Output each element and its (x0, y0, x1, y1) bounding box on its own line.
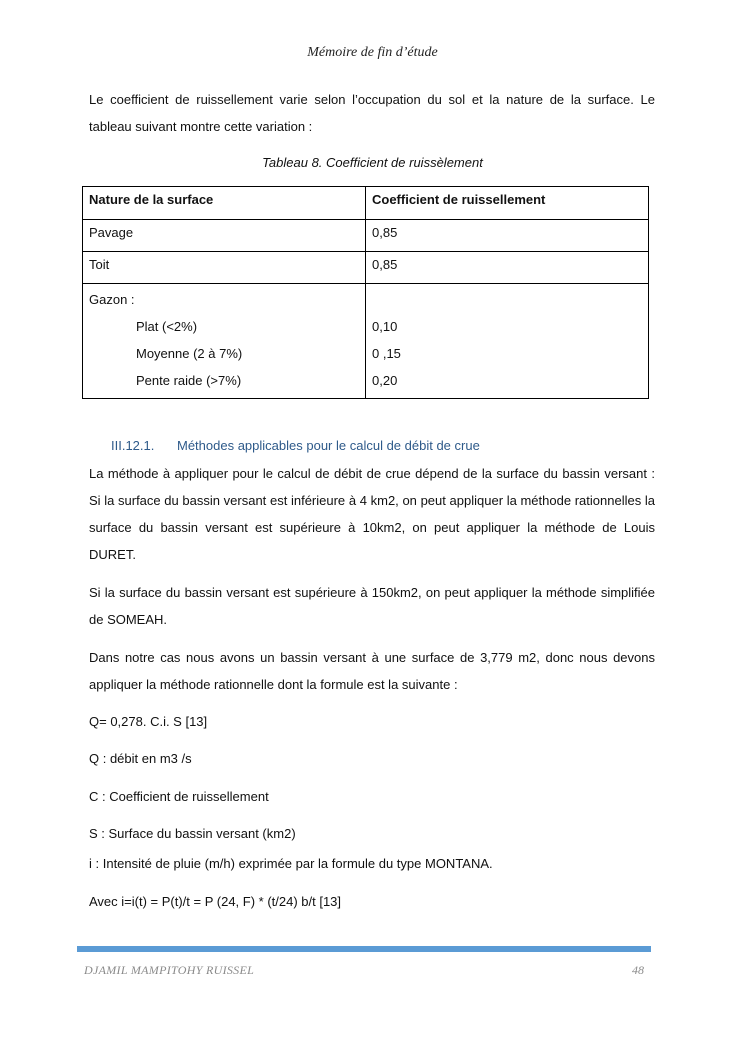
section-number: III.12.1. (111, 438, 155, 453)
paragraph-method: La méthode à appliquer pour le calcul de débit de crue dépend de la surface du bassin versant : Si la surface du bassin versant est inférieure à 4 km2, on peut appliquer la méthode rationnelles la surface du bassin versant est supérieure à 10km2, on peut appliquer la méthode de Louis DURET. (89, 466, 655, 562)
cell-coefficient-gazon (366, 284, 649, 399)
cell-nature-gazon (83, 284, 366, 399)
footer-page-number: 48 (632, 963, 644, 977)
section-heading (111, 438, 480, 453)
table-header-row (83, 187, 649, 220)
runoff-coefficient-table (82, 186, 649, 399)
table-row (83, 252, 649, 284)
paragraph-someah: Si la surface du bassin versant est supérieure à 150km2, on peut appliquer la méthode simplifiée de SOMEAH. (89, 585, 655, 627)
definition-q: Q : débit en m3 /s (89, 751, 192, 766)
gazon-item-coefficient: 0 ,15 (372, 346, 401, 361)
cell-coefficient: 0,85 (366, 252, 649, 284)
header-nature: Nature de la surface (83, 187, 366, 220)
formula-montana: Avec i=i(t) = P(t)/t = P (24, F) * (t/24) b/t [13] (89, 894, 342, 909)
footer-author: DJAMIL MAMPITOHY RUISSEL (84, 963, 255, 977)
intro-paragraph: Le coefficient de ruissellement varie selon l’occupation du sol et la nature de la surface. Le tableau suivant montre cette variation : (89, 92, 655, 134)
section-title: Méthodes applicables pour le calcul de débit de crue (177, 438, 480, 453)
table-row-gazon (83, 284, 649, 399)
table-row (83, 220, 649, 252)
header-coefficient: Coefficient de ruissellement (366, 187, 649, 220)
table-caption: Tableau 8. Coefficient de ruissèlement (262, 155, 483, 170)
gazon-item-nature: Plat (<2%) (136, 319, 198, 334)
footer-divider-bar (77, 946, 651, 952)
cell-coefficient: 0,85 (366, 220, 649, 252)
definition-c: C : Coefficient de ruissellement (89, 789, 269, 804)
gazon-label: Gazon : (89, 292, 135, 307)
gazon-item-nature: Pente raide (>7%) (136, 373, 242, 388)
formula-q: Q= 0,278. C.i. S [13] (89, 714, 208, 729)
cell-nature: Pavage (83, 220, 366, 252)
gazon-item-coefficient: 0,10 (372, 319, 398, 334)
definition-i: i : Intensité de pluie (m/h) exprimée par la formule du type MONTANA. (89, 856, 493, 871)
gazon-item-coefficient: 0,20 (372, 373, 398, 388)
definition-s: S : Surface du bassin versant (km2) (89, 826, 296, 841)
cell-nature: Toit (83, 252, 366, 284)
paragraph-our-case: Dans notre cas nous avons un bassin versant à une surface de 3,779 m2, donc nous devons appliquer la méthode rationnelle dont la formule est la suivante : (89, 650, 655, 692)
page-header-title: Mémoire de fin d’étude (307, 45, 438, 60)
gazon-item-nature: Moyenne (2 à 7%) (136, 346, 243, 361)
